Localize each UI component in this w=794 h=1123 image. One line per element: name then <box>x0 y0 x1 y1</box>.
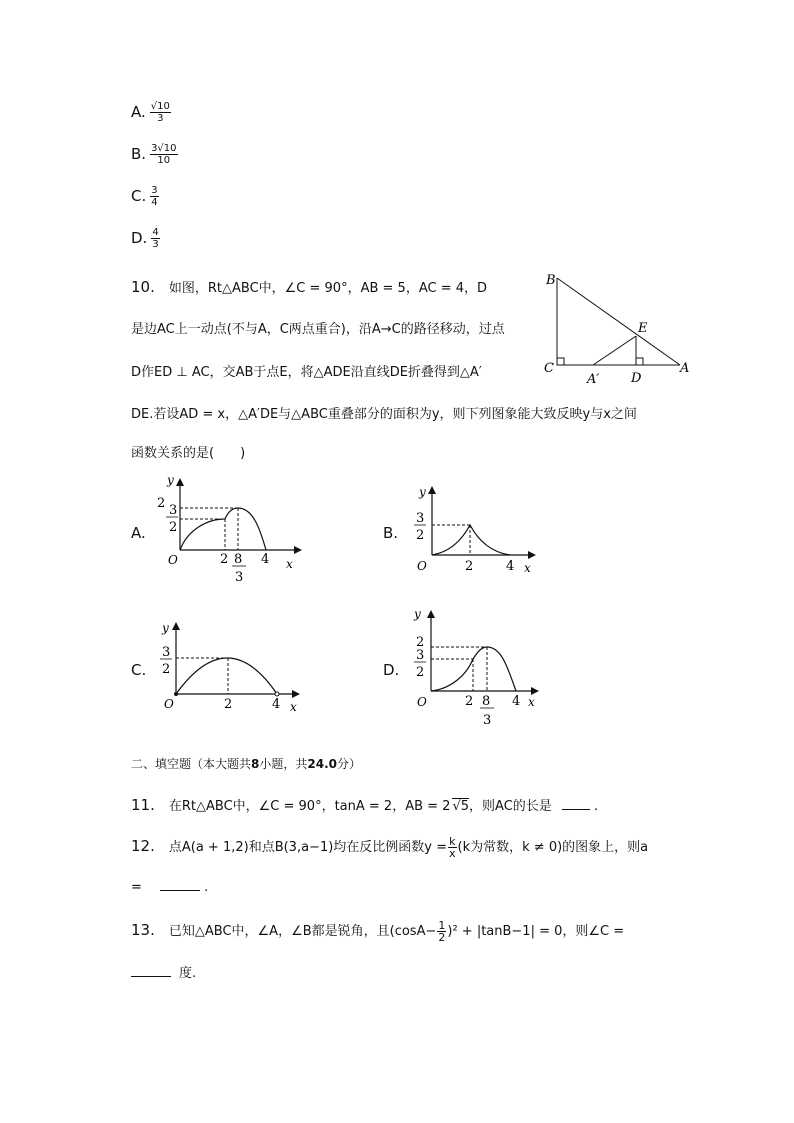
svg-text:y: y <box>419 485 426 499</box>
graph-c <box>148 618 308 714</box>
option-b: B. $\frac{3√10}{10}$ <box>131 143 177 166</box>
q10-line4: DE.若设AD = x，△A′DE与△ABC重叠部分的面积为y，则下列图象能大致反映y与x之间 <box>131 407 637 422</box>
svg-text:2: 2 <box>416 635 425 650</box>
svg-text:4: 4 <box>272 697 281 712</box>
svg-text:2: 2 <box>416 528 425 543</box>
svg-text:4: 4 <box>261 552 270 567</box>
svg-text:4: 4 <box>512 694 521 709</box>
svg-text:x: x <box>290 700 297 714</box>
svg-text:y: y <box>167 474 174 487</box>
q10-line3: D作ED ⊥ AC，交AB于点E，将△ADE沿直线DE折叠得到△A′ <box>131 365 482 380</box>
q12-answer-blank[interactable] <box>160 890 200 891</box>
graph-b <box>400 482 545 578</box>
label-d: D <box>631 371 642 386</box>
svg-text:3: 3 <box>162 645 171 660</box>
svg-text:3: 3 <box>416 511 425 526</box>
svg-text:x: x <box>286 557 293 571</box>
svg-text:3: 3 <box>235 570 244 585</box>
svg-text:O: O <box>164 697 174 711</box>
svg-text:y: y <box>414 607 421 621</box>
svg-text:4: 4 <box>506 559 515 574</box>
svg-text:O: O <box>417 695 427 709</box>
q12-line2: = . <box>131 880 209 895</box>
graph-a <box>148 474 308 592</box>
q13-line2: 度. <box>131 962 196 981</box>
svg-text:y: y <box>162 621 169 635</box>
q10-line2: 是边AC上一动点(不与A，C两点重合)，沿A→C的路径移动，过点 <box>131 322 505 337</box>
svg-text:3: 3 <box>169 503 178 518</box>
svg-text:2: 2 <box>162 662 171 677</box>
graph-c-letter: C. <box>131 661 147 679</box>
graph-d-letter: D. <box>383 661 400 679</box>
label-a-prime: A′ <box>587 372 600 387</box>
q11-answer-blank[interactable] <box>562 809 590 810</box>
q12: 12. 点A(a + 1,2)和点B(3,a−1)均在反比例函数y = $\frac{k}{x}$ (k为常数，k ≠ 0)的图象上，则a <box>131 835 649 860</box>
svg-text:2: 2 <box>220 552 229 567</box>
svg-text:x: x <box>524 561 531 575</box>
option-c: C. $\frac{3}{4}$ <box>131 185 158 208</box>
option-d: D. $\frac{4}{3}$ <box>131 227 159 250</box>
q11: 11. 在Rt△ABC中，∠C = 90°，tanA = 2，AB = 2 √5，则AC的长是 . <box>131 796 599 814</box>
option-a: A. $\frac{√10}{3}$ <box>131 101 170 124</box>
q13: 13. 已知△ABC中，∠A，∠B都是锐角，且(cosA− $\frac{1}{2}$ )² + |tanB−1| = 0，则∠C = <box>131 919 625 944</box>
graph-d <box>400 604 550 732</box>
graph-b-letter: B. <box>383 524 399 542</box>
svg-text:x: x <box>528 695 535 709</box>
section-2-header: 二、填空题（本大题共8小题，共24.0分） <box>131 757 362 771</box>
svg-text:3: 3 <box>416 648 425 663</box>
label-e: E <box>638 321 648 336</box>
svg-text:O: O <box>417 559 427 573</box>
svg-text:O: O <box>168 553 178 567</box>
svg-text:2: 2 <box>416 665 425 680</box>
triangle-figure <box>538 268 698 388</box>
label-c: C <box>544 361 554 376</box>
svg-text:8: 8 <box>482 694 491 709</box>
label-a: A <box>680 361 690 376</box>
graph-a-letter: A. <box>131 524 146 542</box>
svg-text:2: 2 <box>465 694 474 709</box>
svg-text:2: 2 <box>465 559 474 574</box>
q13-answer-blank[interactable] <box>131 976 171 977</box>
svg-text:2: 2 <box>169 520 178 535</box>
svg-text:2: 2 <box>224 697 233 712</box>
q10-line1: 10. 如图，Rt△ABC中，∠C = 90°，AB = 5，AC = 4，D <box>131 278 487 296</box>
svg-text:8: 8 <box>234 552 243 567</box>
q10-line5: 函数关系的是( ) <box>131 446 246 461</box>
label-b: B <box>546 273 556 288</box>
svg-text:2: 2 <box>157 496 166 511</box>
svg-text:3: 3 <box>483 713 492 728</box>
